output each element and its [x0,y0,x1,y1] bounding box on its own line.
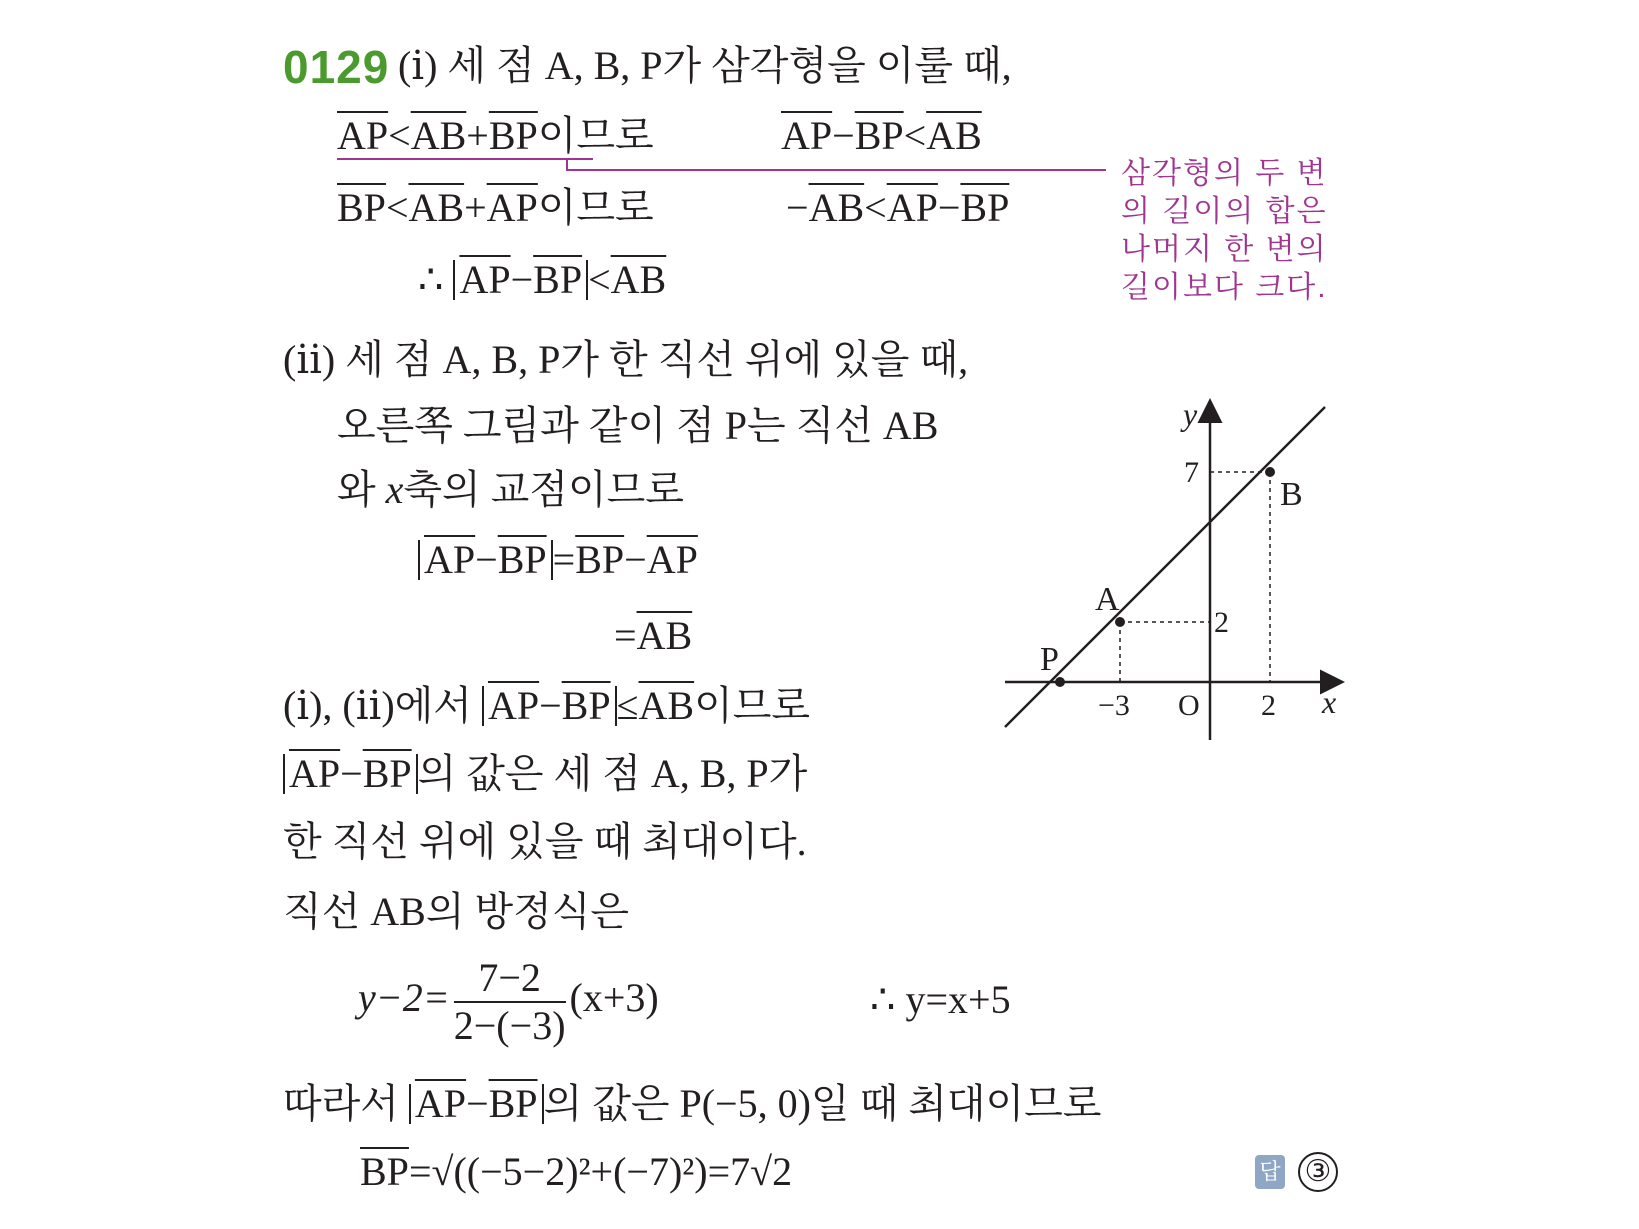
text: 와 [337,467,386,512]
seg-ap: $\overline{AP}$ [646,537,698,582]
point-b [1265,467,1275,477]
seg-ap: $\overline{AP}$ [289,751,341,796]
text: 따라서 [283,1081,409,1126]
equation-2 [614,614,692,658]
conclusion-line1 [283,684,810,728]
seg-ap: $\overline{AP}$ [414,1081,467,1126]
text: 의 값은 세 점 A, B, P가 [417,751,808,796]
seg-bp: $\overline{BP}$ [533,257,583,302]
seg-ab: $\overline{AB}$ [638,683,695,728]
seg-ap: $\overline{AP}$ [337,113,389,158]
numerator: 7−2 [454,955,566,1003]
var-x: x [385,467,404,512]
seg-bp: $\overline{BP}$ [854,113,904,158]
seg-ap: $\overline{AP}$ [781,113,833,158]
line-eq-intro: 직선 AB의 방정식은 [283,889,630,934]
korean-text: 이므로 [537,185,654,230]
plus: + [466,113,489,158]
equation-1 [418,538,698,582]
tick-label-y-7: 7 [1184,456,1199,489]
seg-bp: $\overline{BP}$ [360,1149,409,1194]
minus: − [340,751,363,796]
minus: − [786,185,809,230]
equals: = [552,537,576,582]
point-b-label: B [1280,476,1303,513]
answer-icon: 답 [1255,1155,1285,1189]
line-ab [1005,407,1325,727]
lt: < [903,113,927,158]
text: (ⅰ), (ⅱ)에서 [283,683,482,728]
seg-bp: $\overline{BP}$ [488,113,538,158]
seg-ab: $\overline{AB}$ [926,113,982,158]
abs-value [418,537,553,582]
abs-value [453,257,588,302]
seg-ap: $\overline{AP}$ [486,185,538,230]
side-note: 삼각형의 두 변의 길이의 합은 나머지 한 변의 길이보다 크다. [1121,157,1328,304]
minus: − [832,113,855,158]
note-leader-line [566,169,1106,171]
denominator: 2−(−3) [453,1002,566,1048]
seg-bp: $\overline{BP}$ [362,751,412,796]
text: 의 값은 P(−5, 0)일 때 최대이므로 [543,1081,1102,1126]
leq: ≤ [616,683,639,728]
rhs: (x+3) [569,975,659,1020]
point-p [1055,677,1065,687]
seg-ab: $\overline{AB}$ [610,257,667,302]
seg-ap: $\overline{AP}$ [424,537,476,582]
seg-bp: $\overline{BP}$ [488,1081,538,1126]
conclusion-line3: 한 직선 위에 있을 때 최대이다. [283,819,807,864]
seg-ap: $\overline{AP}$ [459,257,511,302]
origin-label: O [1178,689,1200,722]
problem-number: 0129 [283,41,390,93]
text: 이므로 [694,683,811,728]
part2-heading: (ⅱ) 세 점 A, B, P가 한 직선 위에 있을 때, [283,337,969,382]
seg-bp: $\overline{BP}$ [337,185,386,230]
minus: − [539,683,562,728]
minus: − [510,257,534,302]
ineq-row1-right [781,114,982,158]
seg-ab: $\overline{AB}$ [808,185,865,230]
lt: < [588,257,611,302]
seg-ab: $\overline{AB}$ [408,185,465,230]
seg-ab: $\overline{AB}$ [410,113,467,158]
seg-bp: $\overline{BP}$ [561,683,611,728]
seg-ap: $\overline{AP}$ [487,683,540,728]
final-line1 [283,1082,1101,1126]
seg-ap: $\overline{AP}$ [886,185,938,230]
text: 축의 교점이므로 [403,467,684,512]
line-equation [358,950,659,1049]
ineq-row3 [418,258,666,302]
minus: − [466,1081,489,1126]
y-axis-label: y [1183,396,1198,432]
ineq-row2-left [337,186,654,230]
x-axis-label: x [1322,684,1337,720]
point-p-label: P [1040,641,1059,678]
minus: − [475,537,498,582]
fraction [454,955,566,1049]
minus: − [624,537,647,582]
abs-value [482,683,617,728]
distance-formula: =√((−5−2)²+(−7)²)=7√2 [408,1149,793,1194]
point-a-label: A [1095,581,1120,618]
abs-value [283,751,418,796]
tick-label-x-2: 2 [1261,689,1276,722]
coordinate-graph [1000,395,1355,745]
abs-value [409,1081,544,1126]
part2-line1: 오른쪽 그림과 같이 점 P는 직선 AB [337,403,939,448]
ineq-row1-left [337,114,654,158]
seg-ab: $\overline{AB}$ [636,613,693,658]
part1-heading: (ⅰ) 세 점 A, B, P가 삼각형을 이룰 때, [398,43,1012,88]
tick-label-x-neg3: −3 [1098,689,1130,722]
part2-line2 [337,468,684,512]
note-underline [337,158,593,160]
ineq-row2-right [786,186,1009,230]
conclusion-line2 [283,752,807,796]
answer-value: ③ [1298,1152,1338,1192]
final-line2 [360,1150,792,1194]
seg-bp: $\overline{BP}$ [575,537,625,582]
lt: < [864,185,887,230]
seg-bp: $\overline{BP}$ [960,185,1010,230]
lt: < [385,185,409,230]
point-a [1115,617,1125,627]
plus: + [464,185,487,230]
line-eq-result: ∴ y=x+5 [870,977,1011,1022]
minus: − [937,185,961,230]
korean-text: 이므로 [537,113,654,158]
seg-bp: $\overline{BP}$ [497,537,547,582]
lhs: y−2= [358,975,450,1020]
lt: < [388,113,411,158]
tick-label-y-2: 2 [1214,606,1229,639]
therefore-symbol: ∴ [418,257,444,302]
equals: = [614,613,637,658]
